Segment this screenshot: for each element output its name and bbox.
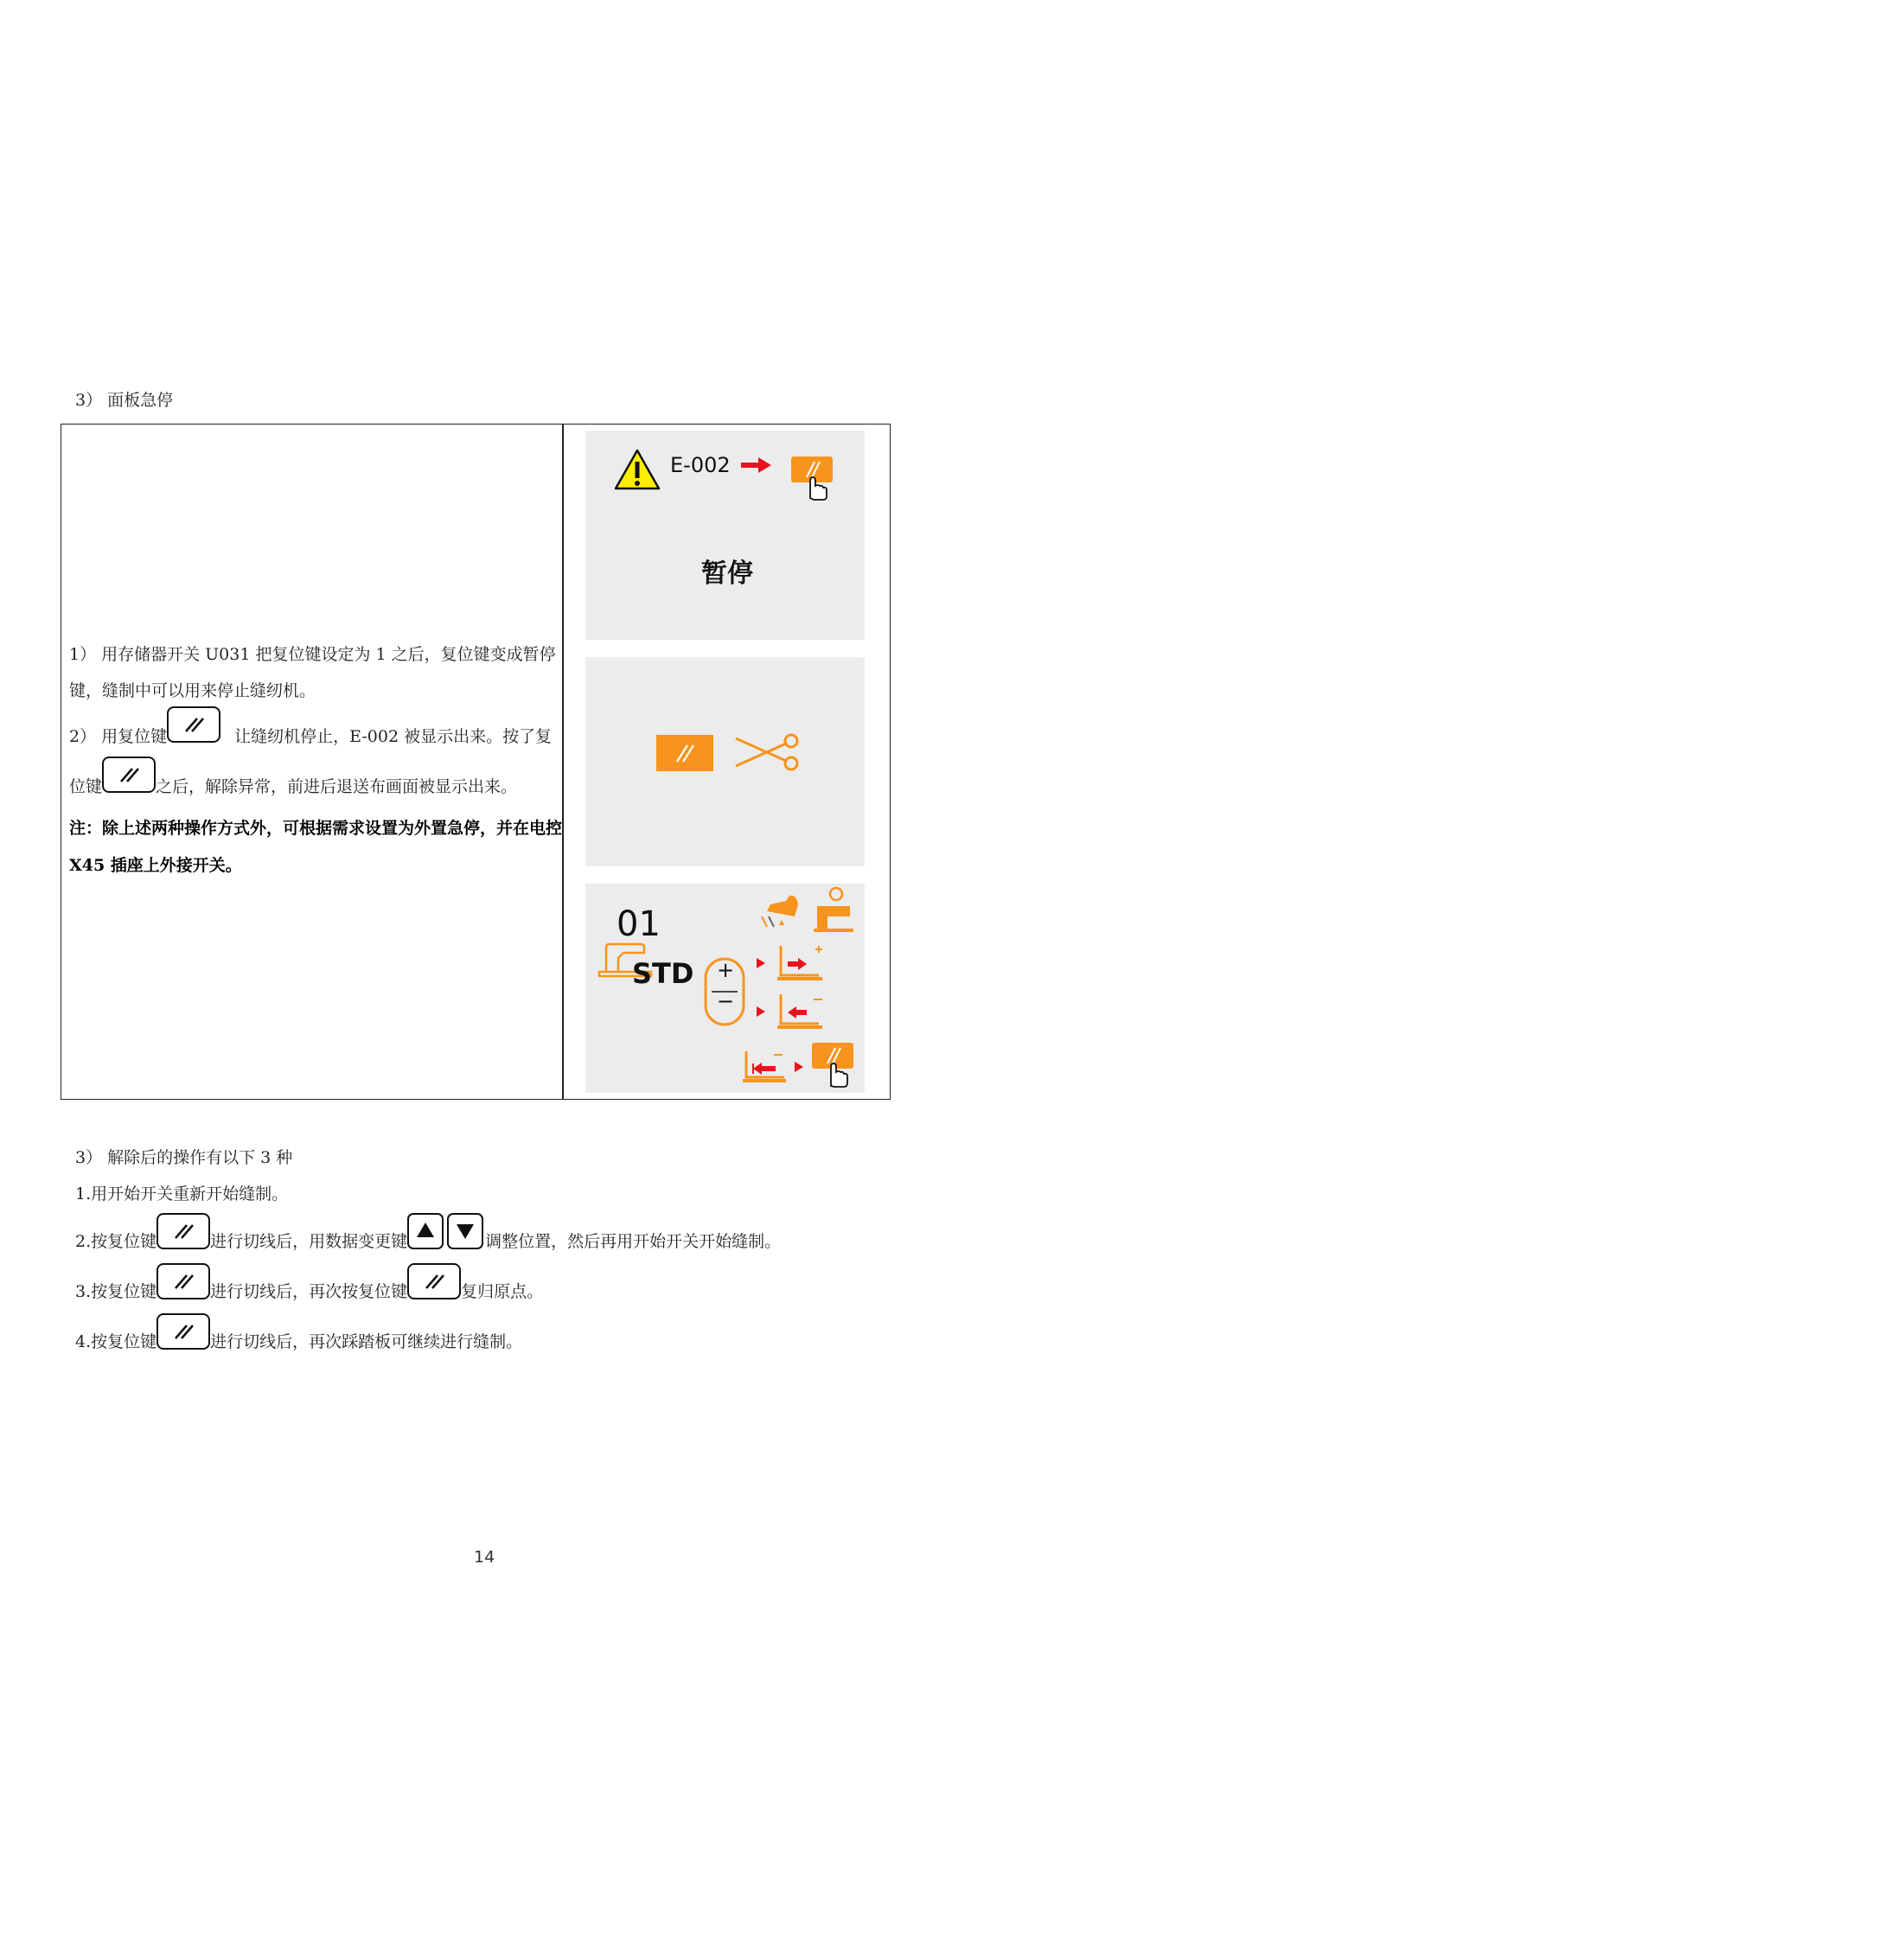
instruction-item2-line1 bbox=[69, 716, 552, 754]
machine-rotate-icon bbox=[812, 885, 857, 934]
table-divider bbox=[562, 424, 564, 1100]
indicator-triangle bbox=[795, 1062, 803, 1072]
release-op4-text-b: 进行切线后，再次踩踏板可继续进行缝制。 bbox=[210, 1331, 523, 1351]
error-code: E-002 bbox=[670, 453, 731, 477]
reset-key-icon bbox=[407, 1263, 461, 1299]
release-op2-text-a: 2.按复位键 bbox=[75, 1231, 157, 1251]
screen-thread-trim bbox=[585, 657, 865, 866]
plus-sign: + bbox=[717, 958, 735, 982]
pause-status: 暂停 bbox=[701, 559, 753, 589]
page-number: 14 bbox=[474, 1548, 495, 1567]
release-op2-text-b: 进行切线后，用数据变更键 bbox=[210, 1231, 408, 1251]
pattern-number: 01 bbox=[617, 904, 661, 944]
reset-key-icon bbox=[157, 1313, 210, 1350]
section-heading-panel-stop: 3） 面板急停 bbox=[75, 391, 174, 410]
feed-backward-icon bbox=[776, 991, 827, 1032]
reset-key-press-icon bbox=[789, 455, 836, 501]
presser-foot-icon bbox=[755, 885, 807, 934]
screen-error-pause bbox=[585, 431, 865, 640]
feed-forward-icon bbox=[776, 942, 827, 984]
indicator-triangle bbox=[757, 1006, 765, 1017]
release-op1: 1.用开始开关重新开始缝制。 bbox=[75, 1184, 289, 1204]
feed-return-icon bbox=[741, 1046, 789, 1088]
release-op2-text-c: 调整位置，然后再用开始开关开始缝制。 bbox=[485, 1231, 782, 1251]
instruction-item2-line2 bbox=[69, 766, 517, 804]
instruction-item2-text-b: 让缝纫机停止，E-002 被显示出来。按了复 bbox=[234, 726, 553, 746]
instruction-item2-text-d: 之后，解除异常，前进后退送布画面被显示出来。 bbox=[156, 776, 518, 796]
instruction-item1-line1: 1） 用存储器开关 U031 把复位键设定为 1 之后，复位键变成暂停 bbox=[69, 645, 556, 664]
reset-key-press-icon bbox=[810, 1041, 857, 1089]
down-arrow-key-icon bbox=[447, 1213, 483, 1249]
warning-icon bbox=[613, 448, 661, 491]
release-op4-text-a: 4.按复位键 bbox=[75, 1331, 157, 1351]
indicator-triangle bbox=[757, 958, 765, 968]
reset-key-icon bbox=[157, 1213, 210, 1249]
reset-key-icon bbox=[157, 1263, 210, 1299]
instruction-item1-line2: 键，缝制中可以用来停止缝纫机。 bbox=[69, 681, 316, 700]
instruction-item2-text-a: 2） 用复位键 bbox=[69, 726, 168, 746]
release-op3 bbox=[75, 1271, 543, 1309]
release-op2 bbox=[75, 1221, 781, 1259]
release-op3-text-b: 进行切线后，再次按复位键 bbox=[210, 1281, 408, 1301]
mode-label: STD bbox=[632, 957, 694, 990]
release-op4 bbox=[75, 1321, 522, 1359]
section-heading-release: 3） 解除后的操作有以下 3 种 bbox=[75, 1148, 293, 1167]
release-op3-text-a: 3.按复位键 bbox=[75, 1281, 157, 1301]
screen-feed-adjust bbox=[585, 884, 865, 1093]
note-line1: 注：除上述两种操作方式外，可根据需求设置为外置急停，并在电控 bbox=[69, 819, 563, 838]
reset-key-icon bbox=[656, 735, 713, 771]
scissors-icon bbox=[734, 731, 800, 773]
note-line2: X45 插座上外接开关。 bbox=[69, 856, 242, 875]
minus-sign: − bbox=[717, 989, 735, 1013]
red-arrow-icon bbox=[741, 457, 772, 474]
release-op3-text-c: 复归原点。 bbox=[461, 1281, 544, 1301]
up-arrow-key-icon bbox=[407, 1213, 444, 1249]
reset-key-icon bbox=[167, 706, 220, 743]
instruction-item2-text-c: 位键 bbox=[69, 776, 103, 796]
reset-key-icon bbox=[102, 757, 156, 793]
